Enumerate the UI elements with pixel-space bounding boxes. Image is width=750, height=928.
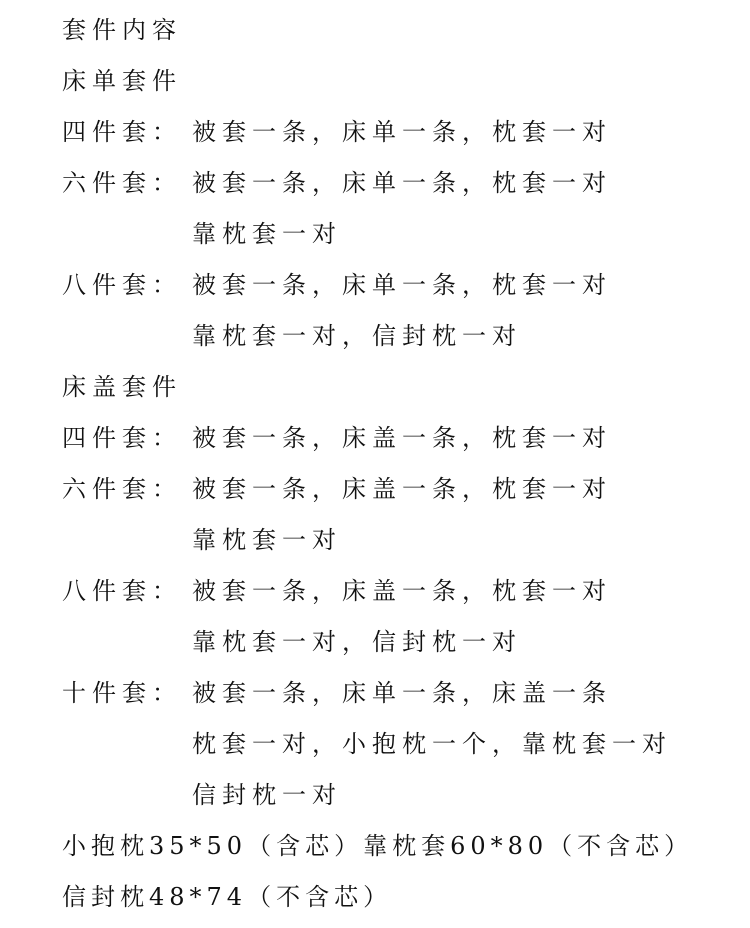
cover-six-row: [62, 472, 612, 506]
sizes-line-2: 信封枕48*74（不含芯）: [62, 883, 393, 911]
cover-eight-label: 八件套：: [62, 577, 182, 605]
cover-six-label: 六件套：: [62, 475, 182, 503]
cover-four-row: [62, 421, 612, 455]
cover-ten-contents-cont-2: 信封枕一对: [192, 781, 342, 809]
sheet-six-row: [62, 166, 612, 200]
cover-four-contents: 被套一条，床盖一条，枕套一对: [192, 424, 612, 452]
cover-six-contents-cont: 靠枕套一对: [192, 526, 342, 554]
sheet-four-row: [62, 115, 612, 149]
sizes-line-1: 小抱枕35*50（含芯）靠枕套60*80（不含芯）: [62, 832, 694, 860]
sheet-eight-contents: 被套一条，床单一条，枕套一对: [192, 271, 612, 299]
sheet-four-label: 四件套：: [62, 118, 182, 146]
cover-eight-contents: 被套一条，床盖一条，枕套一对: [192, 577, 612, 605]
cover-ten-row: [62, 676, 612, 710]
sheet-eight-contents-cont: 靠枕套一对，信封枕一对: [192, 322, 522, 350]
cover-section-heading: 床盖套件: [62, 373, 182, 401]
cover-ten-label: 十件套：: [62, 679, 182, 707]
sheet-section-heading: 床单套件: [62, 67, 182, 95]
sheet-six-label: 六件套：: [62, 169, 182, 197]
doc-title: 套件内容: [62, 16, 182, 44]
cover-eight-contents-cont: 靠枕套一对，信封枕一对: [192, 628, 522, 656]
sheet-eight-row: [62, 268, 612, 302]
sheet-six-contents: 被套一条，床单一条，枕套一对: [192, 169, 612, 197]
sheet-eight-label: 八件套：: [62, 271, 182, 299]
sheet-four-contents: 被套一条，床单一条，枕套一对: [192, 118, 612, 146]
cover-four-label: 四件套：: [62, 424, 182, 452]
cover-six-contents: 被套一条，床盖一条，枕套一对: [192, 475, 612, 503]
cover-ten-contents: 被套一条，床单一条，床盖一条: [192, 679, 612, 707]
cover-eight-row: [62, 574, 612, 608]
cover-ten-contents-cont-1: 枕套一对，小抱枕一个，靠枕套一对: [192, 730, 672, 758]
sheet-six-contents-cont: 靠枕套一对: [192, 220, 342, 248]
